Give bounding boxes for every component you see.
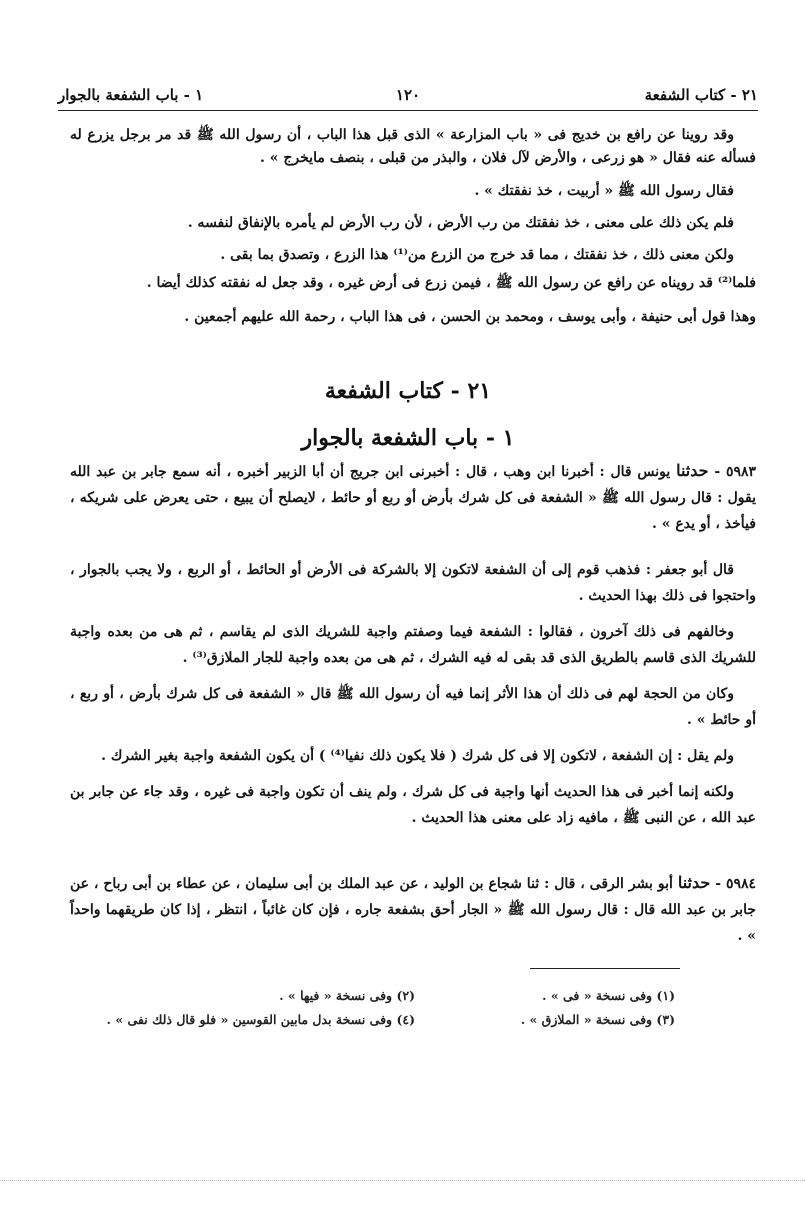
header-chapter: ٢١ - كتاب الشفعة <box>644 86 758 104</box>
intro-paragraph: فلم يكن ذلك على معنى ، خذ نفقتك من رب الأرض ، لأن رب الأرض لم يأمره بالإنفاق لنفسه . <box>187 215 734 231</box>
intro-paragraph: وهذا قول أبى حنيفة ، وأبى يوسف ، ومحمد بن الحسن ، فى هذا الباب ، رحمة الله عليهم أجمعين . <box>184 309 756 325</box>
page-header <box>58 82 758 108</box>
discussion-block <box>70 557 756 831</box>
footnote-rule <box>530 968 680 969</box>
discussion-paragraph: ولم يقل : إن الشفعة ، لاتكون إلا فى كل شرك ( فلا يكون ذلك نفيا⁽⁴⁾ ) أن يكون الشفعة واجبة بغير الشرك . <box>101 748 734 764</box>
intro-paragraph: ولكن معنى ذلك ، خذ نفقتك ، مما قد خرج من الزرع من⁽¹⁾ هذا الزرع ، وتصدق بما بقى . <box>220 247 734 263</box>
hadith-label: حدثنا <box>676 461 709 480</box>
footnote-2: (٢) وفى نسخة « فيها » . <box>279 988 415 1003</box>
footnote-1: (١) وفى نسخة « فى » . <box>542 988 675 1003</box>
footnote-4: (٤) وفى نسخة بدل مابين القوسين « فلو قال ذلك نفى » . <box>106 1012 415 1027</box>
header-rule <box>58 110 758 111</box>
header-section: ١ - باب الشفعة بالجوار <box>58 86 204 104</box>
header-page-number: ١٢٠ <box>395 86 421 104</box>
hadith-label: حدثنا <box>677 873 711 892</box>
intro-paragraph: فلما⁽²⁾ قد رويناه عن رافع عن رسول الله ﷺ ، فيمن زرع فى أرض غيره ، وقد جعل له نفقته كذلك أيضا . <box>146 275 756 291</box>
discussion-paragraph: وخالفهم فى ذلك آخرون ، فقالوا : الشفعة فيما وصفتم واجبة للشريك الذى لم يقاسم ، ثم هى من بعده واجبة للشريك الذى قاسم بالطريق الذى قد بقى له فيه الشرك ، ثم هى من بعده واجبة للجار الملازق⁽³⁾ . <box>70 624 756 666</box>
hadith-text: أبو بشر الرقى ، قال : ثنا شجاع بن الوليد ، عن عبد الملك بن أبى سليمان ، عن عطاء بن أبى رباح ، عن جابر بن عبد الله قال : قال رسول الله ﷺ « الجار أحق بشفعة جاره ، فإن كان غائباً ، انتظر ، إذا كان طريقهما واحداً » . <box>70 876 756 944</box>
hadith-5983: ٥٩٨٣ - حدثنا يونس قال : أخبرنا ابن وهب ، قال : أخبرنى ابن جريج أن أبا الزبير أخبره ، أنه سمع جابر بن عبد الله يقول : قال رسول الله ﷺ « الشفعة فى كل شرك بأرض أو ربع أو حائط ، لايصلح أن يبيع ، حتى يعرض على شريكه ، فيأخذ ، أو يدع » . <box>70 461 757 532</box>
intro-block <box>70 124 756 330</box>
discussion-paragraph: قال أبو جعفر : فذهب قوم إلى أن الشفعة لاتكون إلا بالشركة فى الأرض أو الحائط ، أو الربع ، ولا يجب بالجوار ، واحتجوا فى ذلك بهذا الحديث . <box>70 562 756 604</box>
hadith-5984: ٥٩٨٤ - حدثنا أبو بشر الرقى ، قال : ثنا شجاع بن الوليد ، عن عبد الملك بن أبى سليمان ، عن عطاء بن أبى رباح ، عن جابر بن عبد الله قال : قال رسول الله ﷺ « الجار أحق بشفعة جاره ، فإن كان غائباً ، انتظر ، إذا كان طريقهما واحداً » . <box>70 873 757 944</box>
book-title: ٢١ - كتاب الشفعة <box>324 378 492 404</box>
chapter-title: ١ - باب الشفعة بالجوار <box>301 425 515 451</box>
discussion-paragraph: ولكنه إنما أخبر فى هذا الحديث أنها واجبة فى كل شرك ، ولم ينف أن تكون واجبة فى غيره ، وقد جاء عن جابر بن عبد الله ، عن النبى ﷺ ، مافيه زاد على معنى هذا الحديث . <box>70 784 756 826</box>
hadith-number: ٥٩٨٣ <box>725 464 757 480</box>
hadith-number: ٥٩٨٤ <box>725 876 757 892</box>
hadith-text: يونس قال : أخبرنا ابن وهب ، قال : أخبرنى ابن جريج أن أبا الزبير أخبره ، أنه سمع جابر بن عبد الله يقول : قال رسول الله ﷺ « الشفعة فى كل شرك بأرض أو ربع أو حائط ، لايصلح أن يبيع ، حتى يعرض على شريكه ، فيأخذ ، أو يدع » . <box>70 464 756 532</box>
intro-paragraph: وقد روينا عن رافع بن خديج فى « باب المزارعة » الذى قبل هذا الباب ، أن رسول الله ﷺ قد مر برجل يزرع له فسأله عنه فقال « هو زرعى ، والأرض لآل فلان ، والبذر من قبلى ، بنصف مايخرج » . <box>70 127 756 166</box>
footnote-3: (٣) وفى نسخة « الملازق » . <box>520 1012 675 1027</box>
discussion-paragraph: وكان من الحجة لهم فى ذلك أن هذا الأثر إنما فيه أن رسول الله ﷺ قال « الشفعة فى كل شرك بأرض ، أو ربع ، أو حائط » . <box>70 686 756 728</box>
scan-edge <box>0 1180 805 1181</box>
intro-paragraph: فقال رسول الله ﷺ « أربيت ، خذ نفقتك » . <box>474 183 734 199</box>
